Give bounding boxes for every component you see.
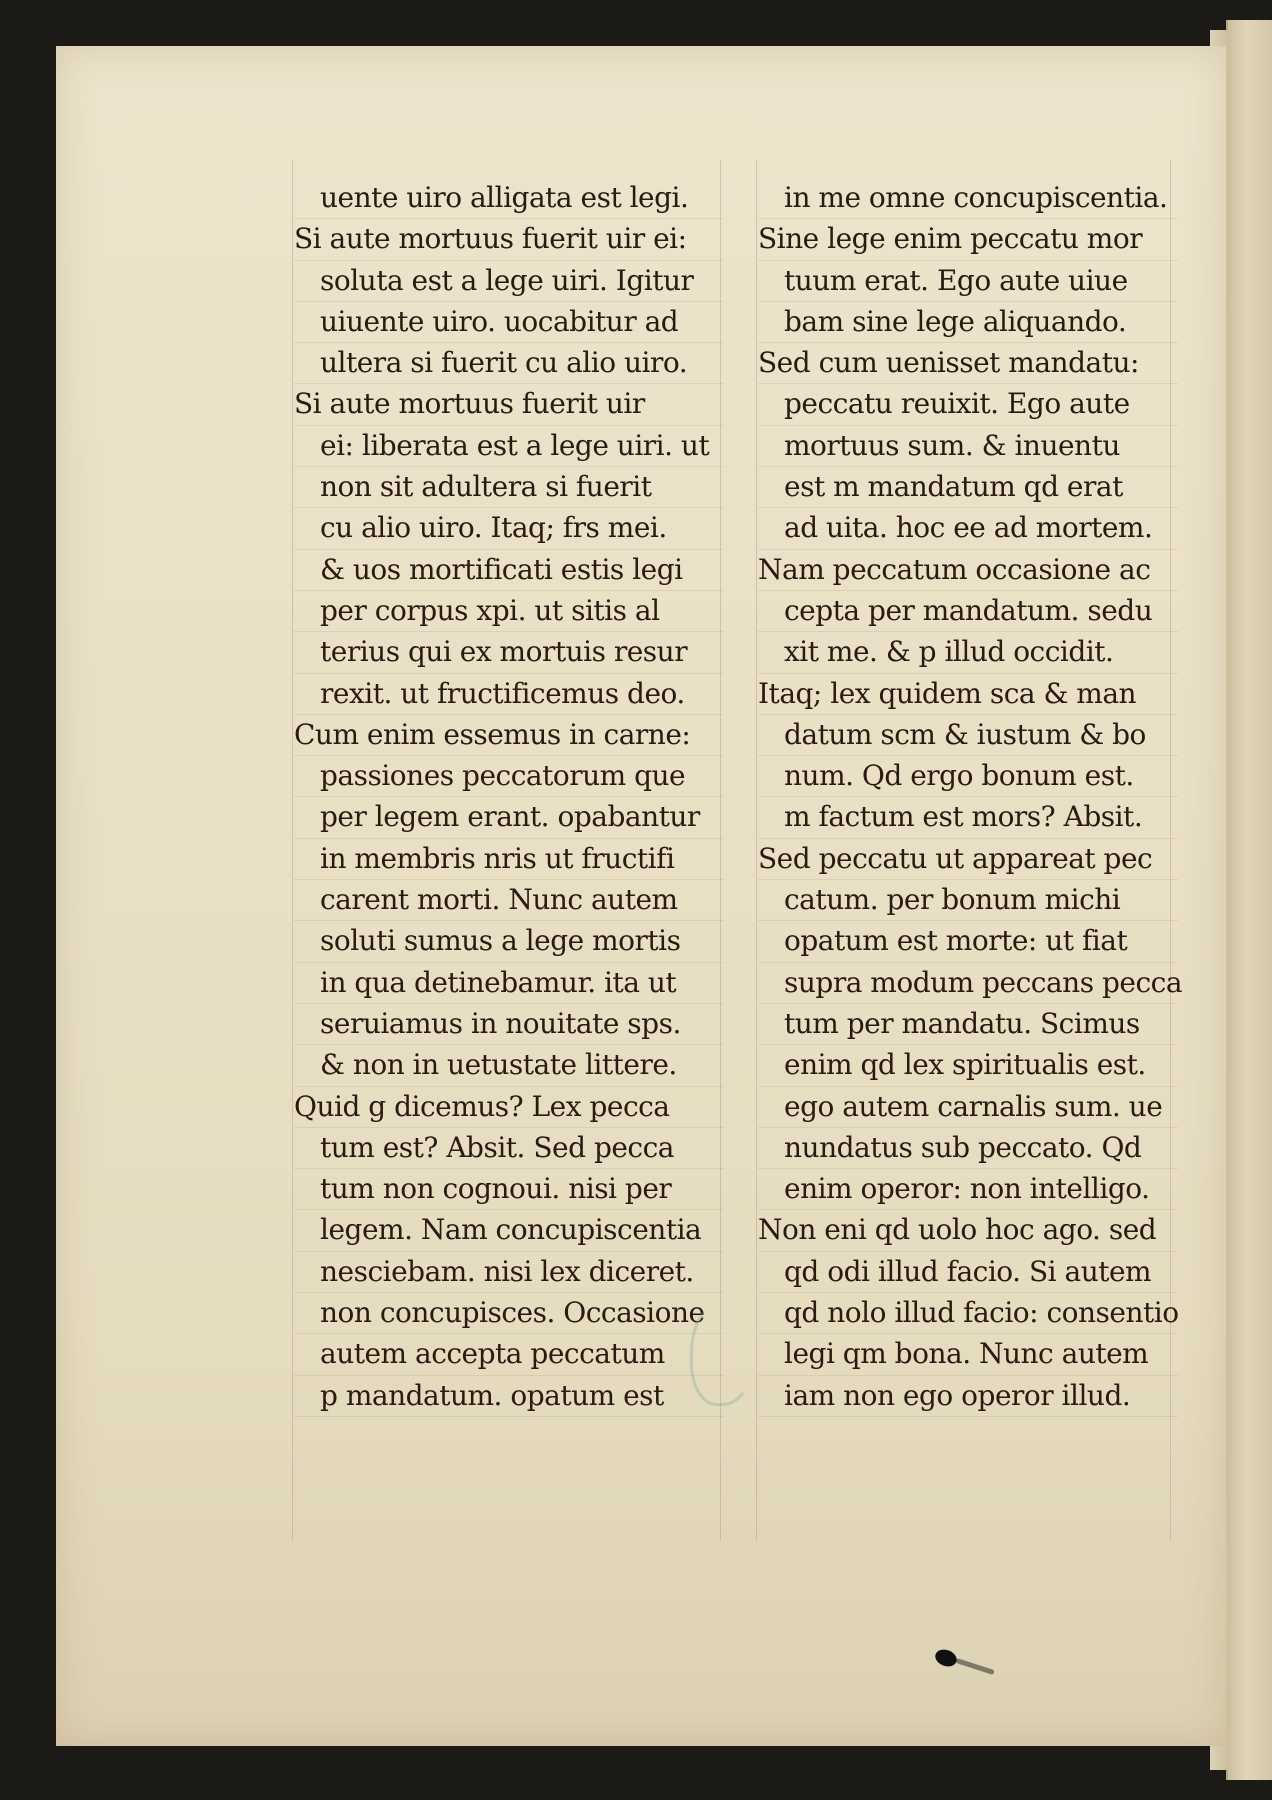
text-line: m factum est mors? Absit. bbox=[758, 797, 1178, 838]
text-line: ei: liberata est a lege uiri. ut bbox=[294, 426, 724, 467]
right-text-column bbox=[758, 178, 1183, 1417]
text-line: Cum enim essemus in carne: bbox=[294, 715, 724, 756]
text-line: Sed cum uenisset mandatu: bbox=[758, 343, 1178, 384]
text-line: ad uita. hoc ee ad mortem. bbox=[758, 508, 1178, 549]
text-line: qd odi illud facio. Si autem bbox=[758, 1252, 1178, 1293]
facing-leaf-edge bbox=[1226, 20, 1272, 1780]
text-line: & non in uetustate littere. bbox=[294, 1045, 724, 1086]
text-line: soluta est a lege uiri. Igitur bbox=[294, 261, 724, 302]
text-line: enim operor: non intelligo. bbox=[758, 1169, 1178, 1210]
text-line: Nam peccatum occasione ac bbox=[758, 550, 1178, 591]
text-line: datum scm & iustum & bo bbox=[758, 715, 1178, 756]
text-line: enim qd lex spiritualis est. bbox=[758, 1045, 1178, 1086]
text-line: mortuus sum. & inuentu bbox=[758, 426, 1178, 467]
text-line: nundatus sub peccato. Qd bbox=[758, 1128, 1178, 1169]
text-line: iam non ego operor illud. bbox=[758, 1376, 1178, 1417]
text-line: uente uiro alligata est legi. bbox=[294, 178, 724, 219]
text-line: xit me. & p illud occidit. bbox=[758, 632, 1178, 673]
text-line: passiones peccatorum que bbox=[294, 756, 724, 797]
text-line: ultera si fuerit cu alio uiro. bbox=[294, 343, 724, 384]
text-line: & uos mortificati estis legi bbox=[294, 550, 724, 591]
text-line: cepta per mandatum. sedu bbox=[758, 591, 1178, 632]
text-line: seruiamus in nouitate sps. bbox=[294, 1004, 724, 1045]
text-line: autem accepta peccatum bbox=[294, 1334, 724, 1375]
text-line: carent morti. Nunc autem bbox=[294, 880, 724, 921]
ruling-line bbox=[756, 160, 757, 1540]
text-line: tum non cognoui. nisi per bbox=[294, 1169, 724, 1210]
text-line: per corpus xpi. ut sitis al bbox=[294, 591, 724, 632]
text-line: tum per mandatu. Scimus bbox=[758, 1004, 1178, 1045]
text-line: Sed peccatu ut appareat pec bbox=[758, 839, 1178, 880]
text-line: tuum erat. Ego aute uiue bbox=[758, 261, 1178, 302]
text-line: opatum est morte: ut fiat bbox=[758, 921, 1178, 962]
text-line: Sine lege enim peccatu mor bbox=[758, 219, 1178, 260]
text-line: bam sine lege aliquando. bbox=[758, 302, 1178, 343]
text-line: est m mandatum qd erat bbox=[758, 467, 1178, 508]
text-line: Itaq; lex quidem sca & man bbox=[758, 674, 1178, 715]
text-line: Non eni qd uolo hoc ago. sed bbox=[758, 1210, 1178, 1251]
text-line: nesciebam. nisi lex diceret. bbox=[294, 1252, 724, 1293]
text-line: non sit adultera si fuerit bbox=[294, 467, 724, 508]
text-line: terius qui ex mortuis resur bbox=[294, 632, 724, 673]
text-line: cu alio uiro. Itaq; frs mei. bbox=[294, 508, 724, 549]
text-line: in qua detinebamur. ita ut bbox=[294, 963, 724, 1004]
text-line: legi qm bona. Nunc autem bbox=[758, 1334, 1178, 1375]
left-text-column bbox=[294, 178, 724, 1417]
text-line: per legem erant. opabantur bbox=[294, 797, 724, 838]
text-line: supra modum peccans pecca bbox=[758, 963, 1178, 1004]
text-line: ego autem carnalis sum. ue bbox=[758, 1087, 1178, 1128]
ruling-line bbox=[292, 160, 293, 1540]
text-line: peccatu reuixit. Ego aute bbox=[758, 384, 1178, 425]
text-line: qd nolo illud facio: consentio bbox=[758, 1293, 1178, 1334]
text-line: Si aute mortuus fuerit uir ei: bbox=[294, 219, 724, 260]
text-line: catum. per bonum michi bbox=[758, 880, 1178, 921]
faint-marginal-sketch bbox=[690, 1300, 756, 1406]
text-line: Si aute mortuus fuerit uir bbox=[294, 384, 724, 425]
text-line: rexit. ut fructificemus deo. bbox=[294, 674, 724, 715]
text-line: in membris nris ut fructifi bbox=[294, 839, 724, 880]
text-line: non concupisces. Occasione bbox=[294, 1293, 724, 1334]
text-line: Quid g dicemus? Lex pecca bbox=[294, 1087, 724, 1128]
text-line: tum est? Absit. Sed pecca bbox=[294, 1128, 724, 1169]
text-line: num. Qd ergo bonum est. bbox=[758, 756, 1178, 797]
text-line: p mandatum. opatum est bbox=[294, 1376, 724, 1417]
text-line: legem. Nam concupiscentia bbox=[294, 1210, 724, 1251]
text-line: soluti sumus a lege mortis bbox=[294, 921, 724, 962]
text-line: in me omne concupiscentia. bbox=[758, 178, 1178, 219]
text-line: uiuente uiro. uocabitur ad bbox=[294, 302, 724, 343]
